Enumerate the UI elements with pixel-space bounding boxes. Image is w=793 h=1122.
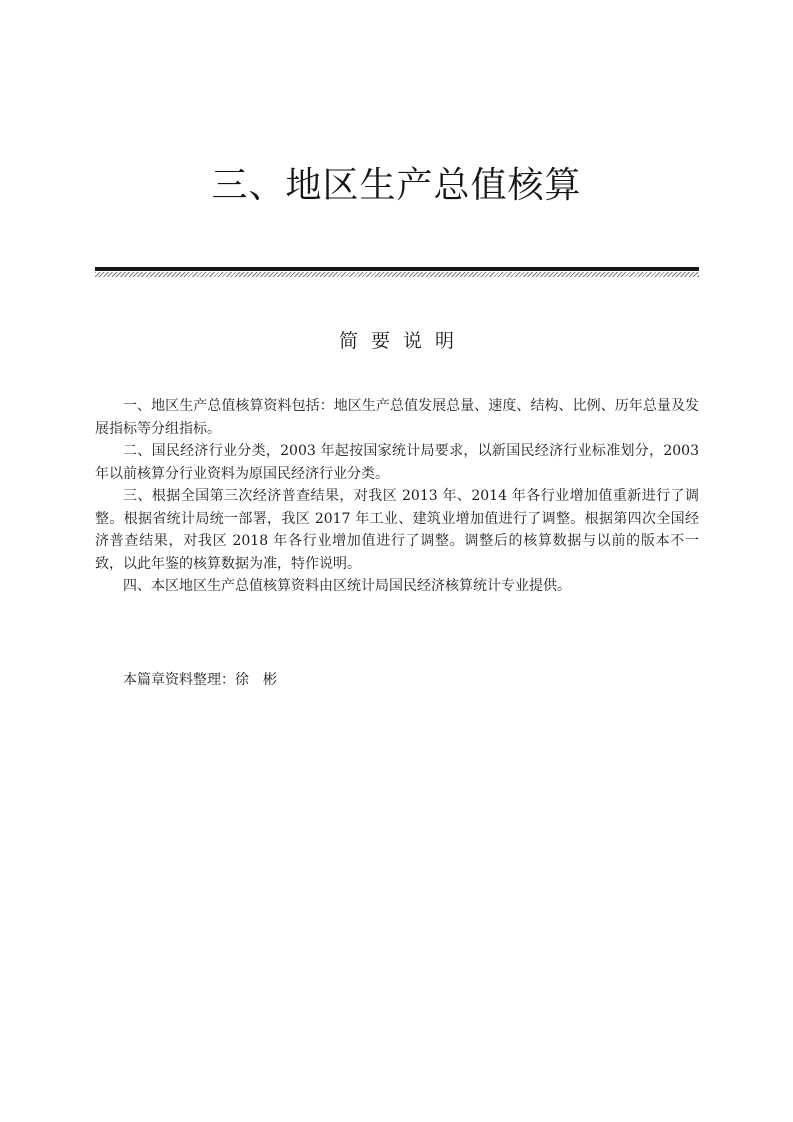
title-divider-hatched-line <box>95 272 699 277</box>
paragraph-3: 三、根据全国第三次经济普查结果，对我区 2013 年、2014 年各行业增加值重新进行了调整。根据省统计局统一部署，我区 2017 年工业、建筑业增加值进行了调整。根据第四次全国经济普查结果，对我区 2018 年各行业增加值进行了调整。调整后的核算数据与以前的版本不一致，以此年鉴的核算数据为准，特作说明。 <box>95 488 699 572</box>
paragraph-4: 四、本区地区生产总值核算资料由区统计局国民经济核算统计专业提供。 <box>123 578 571 594</box>
title-divider-thick-line <box>95 267 699 271</box>
compiler-credit: 本篇章资料整理：徐 彬 <box>123 672 277 688</box>
paragraph-2: 二、国民经济行业分类，2003 年起按国家统计局要求，以新国民经济行业标准划分，2003 年以前核算分行业资料为原国民经济行业分类。 <box>95 443 699 482</box>
paragraph-1: 一、地区生产总值核算资料包括：地区生产总值发展总量、速度、结构、比例、历年总量及发展指标等分组指标。 <box>95 398 699 437</box>
title-divider <box>95 267 699 279</box>
chapter-title: 三、地区生产总值核算 <box>211 165 582 206</box>
body-text <box>95 395 699 598</box>
section-heading: 简要说明 <box>338 330 467 352</box>
